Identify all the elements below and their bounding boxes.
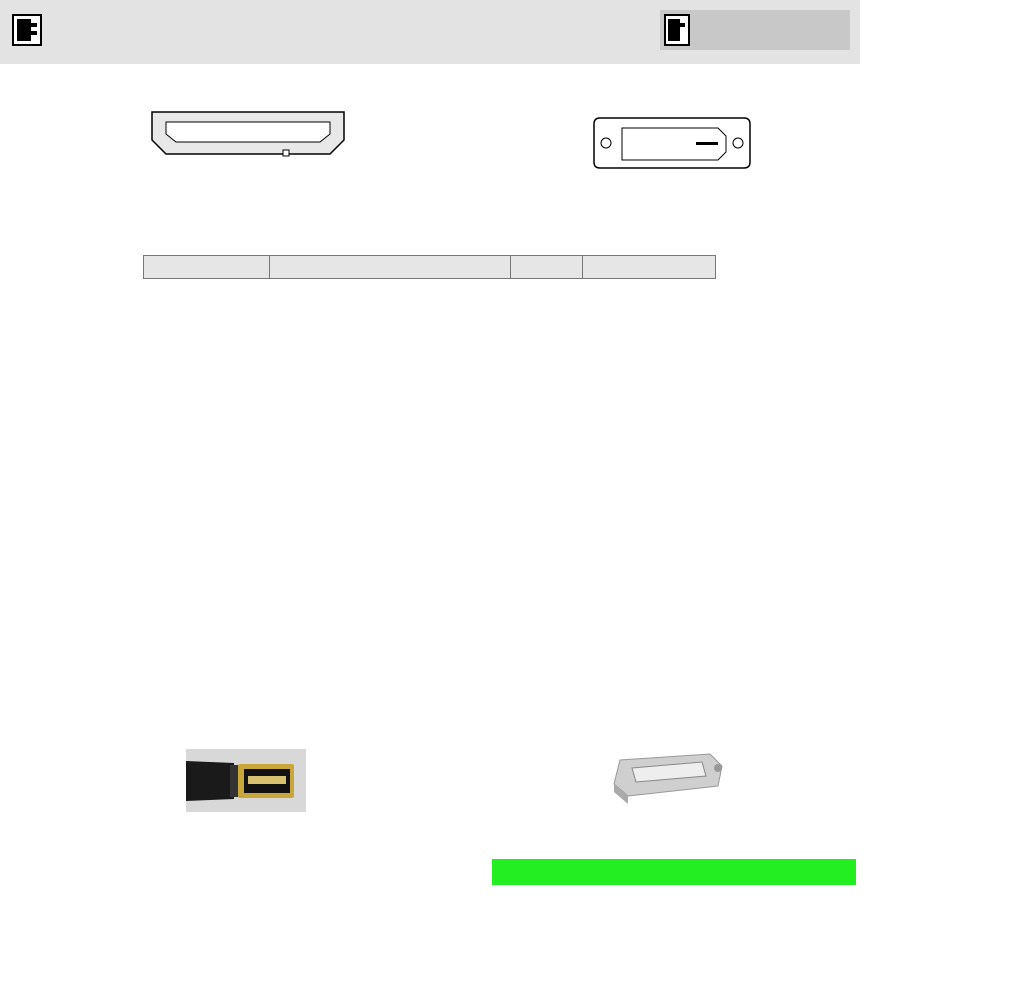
pinoutsguide-logo-icon: [664, 14, 690, 46]
site-header: [0, 0, 860, 64]
pinout-status-title: [492, 859, 856, 885]
table-header-row: [144, 256, 716, 279]
header-hdmi-pin: [144, 256, 270, 279]
header-dvi-pin: [583, 256, 716, 279]
hdmi-plug-photo: [186, 749, 306, 812]
header-signal: [270, 256, 511, 279]
pinoutsguide-logo[interactable]: [660, 10, 850, 50]
hdmi-connector-diagram: [150, 110, 346, 158]
dvi-connector-diagram: [592, 116, 752, 170]
header-wire: [511, 256, 583, 279]
pinout-table: [143, 255, 716, 279]
pinouts-logo[interactable]: [12, 14, 46, 46]
pinouts-logo-icon: [12, 14, 42, 46]
dvi-connector-photo: [606, 746, 730, 808]
